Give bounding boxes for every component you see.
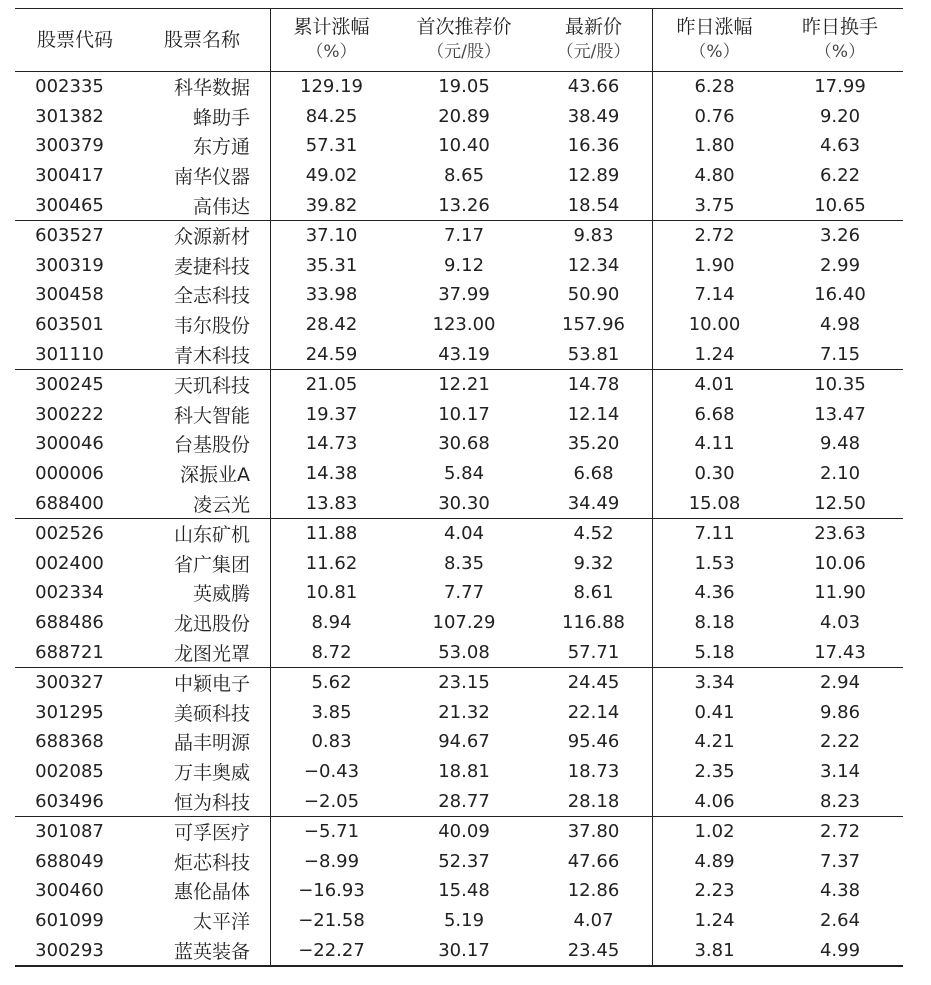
table-row [15,102,903,132]
stock-name-cell: 蜂助手 [192,106,250,129]
stock-code-cell: 002334 [35,582,104,604]
table-row [15,459,903,489]
stock-name-cell: 台基股份 [173,434,250,457]
yesterday-turnover-cell: 2.10 [819,463,861,485]
header-stock-name [124,9,270,71]
table-row [15,161,903,191]
table-row [15,727,903,757]
cumulative-gain-cell: 21.05 [305,374,358,396]
yesterday-turnover-cell: 17.99 [814,76,866,98]
yesterday-turnover-cell: 7.37 [819,850,861,872]
header-yesterday-gain [652,9,777,71]
cumulative-gain-cell: 11.62 [305,552,358,574]
yesterday-turnover-cell: 2.72 [819,821,861,843]
yesterday-gain-cell: 4.36 [694,582,735,604]
stock-code-cell: 300379 [35,135,104,157]
cumulative-gain-cell: 57.31 [305,135,358,157]
table-row [15,280,903,310]
stock-name-cell: 蓝英装备 [173,940,250,963]
stock-name-cell: 科华数据 [173,77,250,100]
stock-name-cell: 省广集团 [173,553,250,576]
first-recommend-price-cell: 52.37 [438,850,490,872]
table-header [15,9,903,72]
cumulative-gain-cell: 39.82 [305,194,358,216]
latest-price-cell: 9.32 [573,552,614,574]
latest-price-cell: 53.81 [567,343,620,365]
stock-name-cell: 众源新材 [173,226,250,249]
cumulative-gain-cell: −8.99 [303,850,360,872]
cumulative-gain-cell: 14.73 [305,433,358,455]
first-recommend-price-cell: 30.68 [438,433,490,455]
cumulative-gain-cell: 8.72 [311,641,352,663]
stock-code-cell: 002526 [35,523,104,545]
yesterday-turnover-cell: 8.23 [819,790,861,812]
cumulative-gain-cell: −5.71 [303,821,360,843]
stock-name-cell: 天玑科技 [173,375,250,398]
latest-price-cell: 23.45 [567,939,620,961]
latest-price-cell: 22.14 [567,701,620,723]
yesterday-turnover-cell: 11.90 [814,582,866,604]
table-row [15,339,903,369]
table-row [15,637,903,667]
cumulative-gain-cell: 129.19 [300,76,363,98]
table-row [15,251,903,281]
yesterday-turnover-cell: 2.22 [819,731,861,753]
stock-name-cell: 炬芯科技 [173,851,250,874]
stock-code-cell: 000006 [35,463,104,485]
table-row [15,519,903,549]
table-row [15,876,903,906]
first-recommend-price-cell: 7.17 [443,225,485,247]
table-row [15,906,903,936]
stock-code-cell: 301110 [35,343,104,365]
stock-code-cell: 300458 [35,284,104,306]
yesterday-turnover-cell: 17.43 [814,641,866,663]
latest-price-cell: 8.61 [573,582,614,604]
stock-name-cell: 南华仪器 [173,166,250,189]
cumulative-gain-cell: 24.59 [305,343,358,365]
stock-name-cell: 万丰奥威 [173,761,250,784]
stock-code-cell: 300460 [35,880,104,902]
yesterday-turnover-cell: 6.22 [819,165,861,187]
stock-code-cell: 002335 [35,76,104,98]
stock-code-cell: 301087 [35,821,104,843]
first-recommend-price-cell: 21.32 [438,701,490,723]
stock-code-cell: 300465 [35,194,104,216]
yesterday-turnover-cell: 4.63 [819,135,861,157]
yesterday-gain-cell: 1.80 [694,135,735,157]
yesterday-turnover-cell: 23.63 [814,523,866,545]
yesterday-turnover-cell: 7.15 [819,343,861,365]
header-unit: （%） [306,42,357,62]
stock-code-cell: 688368 [35,731,104,753]
yesterday-turnover-cell: 10.35 [814,374,866,396]
table-row [15,370,903,400]
yesterday-gain-cell: 3.75 [694,194,735,216]
first-recommend-price-cell: 30.30 [438,492,490,514]
yesterday-turnover-cell: 4.03 [819,611,861,633]
table-row [15,817,903,847]
first-recommend-price-cell: 37.99 [438,284,490,306]
latest-price-cell: 116.88 [562,611,625,633]
cumulative-gain-cell: −0.43 [303,760,360,782]
stock-code-cell: 300046 [35,433,104,455]
stock-code-cell: 301382 [35,105,104,127]
stock-code-cell: 300245 [35,374,104,396]
latest-price-cell: 28.18 [567,790,620,812]
table-row [15,786,903,816]
cumulative-gain-cell: 49.02 [305,165,358,187]
latest-price-cell: 24.45 [567,672,620,694]
header-unit: （元/股） [556,42,631,62]
yesterday-gain-cell: 8.18 [694,611,735,633]
yesterday-turnover-cell: 2.64 [819,909,861,931]
yesterday-turnover-cell: 3.26 [819,225,861,247]
stock-code-cell: 601099 [35,909,104,931]
latest-price-cell: 4.52 [573,523,614,545]
stock-name-cell: 深振业A [180,464,250,487]
header-label: 股票名称 [163,28,240,51]
stock-name-cell: 青木科技 [173,344,250,367]
header-label: 累计涨幅 [293,16,370,38]
header-label: 最新价 [564,16,622,38]
table-row [15,668,903,698]
yesterday-turnover-cell: 4.98 [819,314,861,336]
first-recommend-price-cell: 43.19 [438,343,490,365]
stock-code-cell: 688049 [35,850,104,872]
header-label: 首次推荐价 [416,16,512,38]
yesterday-gain-cell: 1.24 [694,909,735,931]
stock-code-cell: 688486 [35,611,104,633]
latest-price-cell: 16.36 [567,135,620,157]
yesterday-gain-cell: 3.81 [694,939,735,961]
latest-price-cell: 43.66 [567,76,620,98]
stock-code-cell: 300319 [35,254,104,276]
yesterday-gain-cell: 15.08 [688,492,741,514]
header-latest-price [535,9,652,71]
yesterday-gain-cell: 10.00 [688,314,741,336]
yesterday-turnover-cell: 2.94 [819,672,861,694]
first-recommend-price-cell: 94.67 [438,731,490,753]
yesterday-gain-cell: 0.30 [694,463,735,485]
header-stock-code [15,9,124,71]
cumulative-gain-cell: 3.85 [311,701,352,723]
first-recommend-price-cell: 123.00 [432,314,496,336]
first-recommend-price-cell: 18.81 [438,760,490,782]
yesterday-gain-cell: 4.06 [694,790,735,812]
row-group [15,519,903,668]
table-row [15,221,903,251]
cumulative-gain-cell: 19.37 [305,403,358,425]
cumulative-gain-cell: −21.58 [298,909,365,931]
first-recommend-price-cell: 5.84 [443,463,485,485]
latest-price-cell: 157.96 [562,314,625,336]
stock-code-cell: 300327 [35,672,104,694]
table-row [15,697,903,727]
header-unit: （%） [814,42,866,62]
table-row [15,72,903,102]
table-row [15,578,903,608]
latest-price-cell: 12.89 [567,165,620,187]
table-row [15,846,903,876]
header-unit: （%） [689,42,740,62]
first-recommend-price-cell: 10.17 [438,403,490,425]
stock-name-cell: 山东矿机 [173,524,250,547]
table-body [15,72,903,965]
cumulative-gain-cell: −16.93 [298,880,365,902]
first-recommend-price-cell: 40.09 [438,821,490,843]
table-row [15,488,903,518]
first-recommend-price-cell: 28.77 [438,790,490,812]
first-recommend-price-cell: 20.89 [438,105,490,127]
yesterday-gain-cell: 3.34 [694,672,735,694]
yesterday-turnover-cell: 16.40 [814,284,866,306]
header-label: 昨日换手 [801,16,878,38]
yesterday-turnover-cell: 2.99 [819,254,861,276]
cumulative-gain-cell: −2.05 [303,790,360,812]
latest-price-cell: 57.71 [567,641,620,663]
yesterday-turnover-cell: 9.86 [819,701,861,723]
first-recommend-price-cell: 13.26 [438,194,490,216]
yesterday-gain-cell: 1.02 [694,821,735,843]
first-recommend-price-cell: 53.08 [438,641,490,663]
latest-price-cell: 9.83 [573,225,614,247]
latest-price-cell: 50.90 [567,284,620,306]
cumulative-gain-cell: 28.42 [305,314,358,336]
yesterday-gain-cell: 1.24 [694,343,735,365]
yesterday-turnover-cell: 9.48 [819,433,861,455]
row-group [15,221,903,370]
latest-price-cell: 34.49 [567,492,620,514]
first-recommend-price-cell: 10.40 [438,135,490,157]
yesterday-gain-cell: 2.35 [694,760,735,782]
latest-price-cell: 18.54 [567,194,620,216]
latest-price-cell: 12.14 [567,403,620,425]
yesterday-gain-cell: 0.41 [694,701,735,723]
latest-price-cell: 14.78 [567,374,620,396]
cumulative-gain-cell: 37.10 [305,225,358,247]
stock-name-cell: 英威腾 [192,583,250,606]
latest-price-cell: 38.49 [567,105,620,127]
first-recommend-price-cell: 5.19 [443,909,485,931]
table-row [15,190,903,220]
stock-name-cell: 凌云光 [192,493,250,516]
stock-code-cell: 002085 [35,760,104,782]
yesterday-turnover-cell: 10.65 [814,194,866,216]
header-unit: （元/股） [427,42,501,62]
first-recommend-price-cell: 19.05 [438,76,490,98]
cumulative-gain-cell: 35.31 [305,254,358,276]
yesterday-turnover-cell: 4.99 [819,939,861,961]
stock-name-cell: 惠伦晶体 [173,881,250,904]
yesterday-turnover-cell: 13.47 [814,403,866,425]
yesterday-gain-cell: 0.76 [694,105,735,127]
yesterday-gain-cell: 1.53 [694,552,735,574]
header-label: 昨日涨幅 [676,16,753,38]
cumulative-gain-cell: 0.83 [311,731,352,753]
first-recommend-price-cell: 7.77 [443,582,485,604]
yesterday-turnover-cell: 12.50 [814,492,866,514]
latest-price-cell: 4.07 [573,909,614,931]
yesterday-gain-cell: 7.14 [694,284,735,306]
latest-price-cell: 12.34 [567,254,620,276]
table-row [15,429,903,459]
latest-price-cell: 18.73 [567,760,620,782]
header-yesterday-turnover [777,9,903,71]
cumulative-gain-cell: 11.88 [305,523,358,545]
first-recommend-price-cell: 30.17 [438,939,490,961]
yesterday-turnover-cell: 4.38 [819,880,861,902]
stock-name-cell: 高伟达 [192,195,250,218]
first-recommend-price-cell: 4.04 [443,523,485,545]
yesterday-gain-cell: 4.89 [694,850,735,872]
yesterday-turnover-cell: 10.06 [814,552,866,574]
yesterday-gain-cell: 2.23 [694,880,735,902]
latest-price-cell: 95.46 [567,731,620,753]
yesterday-gain-cell: 5.18 [694,641,735,663]
cumulative-gain-cell: 5.62 [311,672,352,694]
stock-name-cell: 恒为科技 [173,791,250,814]
stock-code-cell: 688721 [35,641,104,663]
stock-table [15,8,903,967]
first-recommend-price-cell: 107.29 [432,611,496,633]
row-group [15,72,903,221]
latest-price-cell: 37.80 [567,821,620,843]
stock-name-cell: 可孚医疗 [173,822,250,845]
yesterday-gain-cell: 4.21 [694,731,735,753]
first-recommend-price-cell: 9.12 [443,254,485,276]
cumulative-gain-cell: 10.81 [305,582,358,604]
table-row [15,400,903,430]
yesterday-gain-cell: 6.68 [694,403,735,425]
first-recommend-price-cell: 15.48 [438,880,490,902]
cumulative-gain-cell: 13.83 [305,492,358,514]
stock-name-cell: 龙迅股份 [173,612,250,635]
stock-name-cell: 美硕科技 [173,702,250,725]
table-row [15,131,903,161]
row-group [15,370,903,519]
latest-price-cell: 35.20 [567,433,620,455]
table-row [15,549,903,579]
column-divider [652,9,653,965]
first-recommend-price-cell: 12.21 [438,374,490,396]
latest-price-cell: 6.68 [573,463,614,485]
stock-name-cell: 全志科技 [173,285,250,308]
row-group [15,817,903,965]
latest-price-cell: 47.66 [567,850,620,872]
header-cumulative-gain [270,9,393,71]
stock-code-cell: 301295 [35,701,104,723]
yesterday-gain-cell: 4.01 [694,374,735,396]
stock-name-cell: 东方通 [192,136,250,159]
stock-name-cell: 龙图光罩 [173,642,250,665]
cumulative-gain-cell: 8.94 [311,611,352,633]
first-recommend-price-cell: 8.35 [443,552,485,574]
yesterday-gain-cell: 2.72 [694,225,735,247]
yesterday-gain-cell: 6.28 [694,76,735,98]
table-row [15,935,903,965]
stock-code-cell: 300293 [35,939,104,961]
stock-code-cell: 300222 [35,403,104,425]
stock-name-cell: 麦捷科技 [173,255,250,278]
cumulative-gain-cell: 14.38 [305,463,358,485]
cumulative-gain-cell: 33.98 [305,284,358,306]
column-divider [270,9,271,965]
stock-code-cell: 002400 [35,552,104,574]
stock-name-cell: 中颖电子 [173,673,250,696]
header-label: 股票代码 [37,28,114,51]
stock-name-cell: 太平洋 [192,910,250,933]
yesterday-gain-cell: 7.11 [694,523,735,545]
cumulative-gain-cell: −22.27 [298,939,365,961]
stock-name-cell: 科大智能 [173,404,250,427]
stock-name-cell: 晶丰明源 [173,732,250,755]
cumulative-gain-cell: 84.25 [305,105,358,127]
yesterday-turnover-cell: 3.14 [819,760,861,782]
yesterday-gain-cell: 4.11 [694,433,735,455]
header-first-recommend-price [393,9,535,71]
stock-code-cell: 603496 [35,790,104,812]
stock-name-cell: 韦尔股份 [173,315,250,338]
yesterday-gain-cell: 4.80 [694,165,735,187]
stock-code-cell: 603527 [35,225,104,247]
yesterday-turnover-cell: 9.20 [819,105,861,127]
stock-code-cell: 688400 [35,492,104,514]
table-row [15,310,903,340]
table-row [15,757,903,787]
yesterday-gain-cell: 1.90 [694,254,735,276]
first-recommend-price-cell: 8.65 [443,165,485,187]
first-recommend-price-cell: 23.15 [438,672,490,694]
stock-code-cell: 300417 [35,165,104,187]
latest-price-cell: 12.86 [567,880,620,902]
stock-code-cell: 603501 [35,314,104,336]
row-group [15,668,903,817]
table-row [15,608,903,638]
